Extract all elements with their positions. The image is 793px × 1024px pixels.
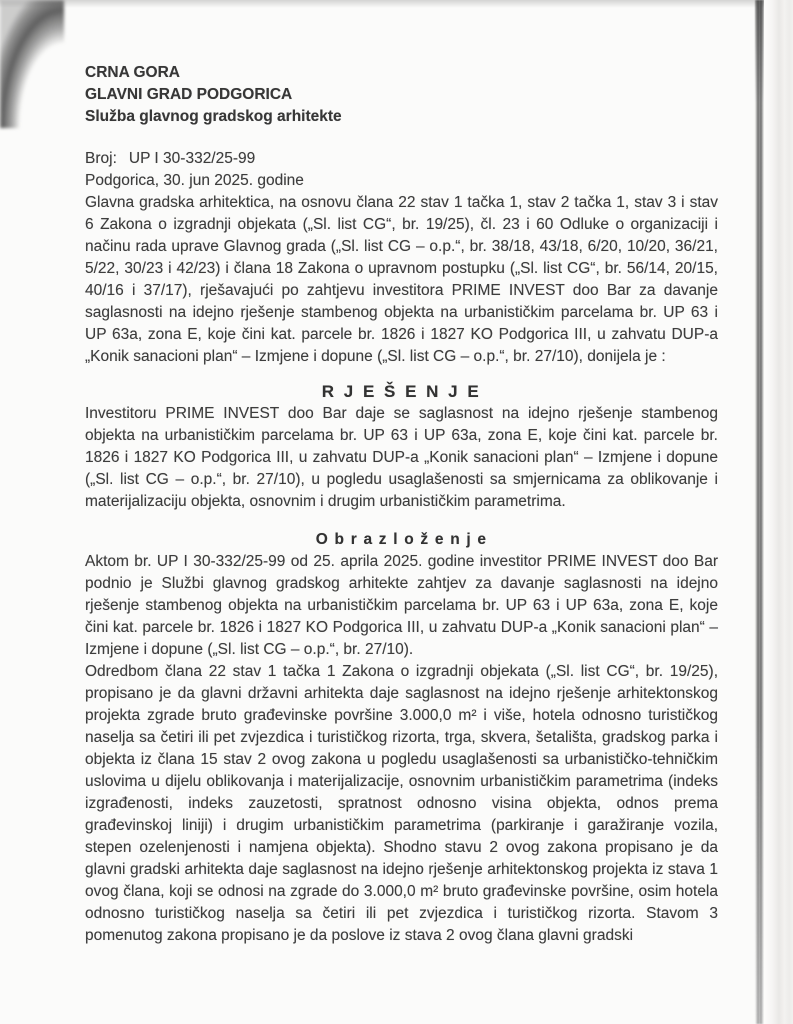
letterhead-city: GLAVNI GRAD PODGORICA [85,86,293,103]
reference-block [85,148,718,192]
decision-paragraph: Investitoru PRIME INVEST doo Bar daje se saglasnost na idejno rješenje stambenog objekta na urbanističkim parcelama br. UP 63 i UP 63a, zona E, koje čini kat. parcele br. 1826 i 1827 KO Podgorica III, u zahvatu DUP-a „Konik sanacioni plan“ – Izmjene i dopune („Sl. list CG – o.p.“, br. 27/10), u pogledu usaglašenosti sa smjernicama za oblikovanje i materijalizaciju objekta, osnovnim i drugim urbanističkim parametrima. [85,405,718,510]
place-date-line: Podgorica, 30. jun 2025. godine [85,172,304,189]
explanation-heading: O b r a z l o ž e n j e [315,531,488,548]
case-number-label: Broj: [85,150,117,167]
letterhead [85,62,718,128]
preamble-paragraph: Glavna gradska arhitektica, na osnovu člana 22 stav 1 tačka 1, stav 2 tačka 1, stav 3 i stav 6 Zakona o izgradnji objekata („Sl. list CG“, br. 19/25), čl. 23 i 60 Odluke o organizaciji i načinu rada uprave Glavnog grada („Sl. list CG – o.p.“, br. 38/18, 43/18, 6/20, 10/20, 36/21, 5/22, 30/23 i 42/23) i člana 18 Zakona o upravnom postupku („Sl. list CG“, br. 56/14, 20/15, 40/16 i 37/17), rješavajući po zahtjevu investitora PRIME INVEST doo Bar za davanje saglasnosti na idejno rješenje stambenog objekta na urbanističkim parcelama br. UP 63 i UP 63a, zona E, koje čini kat. parcele br. 1826 i 1827 KO Podgorica III, u zahvatu DUP-a „Konik sanacioni plan“ – Izmjene i dopune („Sl. list CG – o.p.“, br. 27/10), donijela je : [85,194,718,365]
explanation-paragraph-2: Odredbom člana 22 stav 1 tačka 1 Zakona o izgradnji objekata („Sl. list CG“, br. 19/25), propisano je da glavni državni arhitekta daje saglasnost na idejno rješenje arhitektonskog projekta zgrade bruto građevinske površine 3.000,0 m² i više, hotela odnosno turističkog naselja sa četiri ili pet zvjezdica i turističkog rizorta, trga, skvera, šetališta, gradskog parka i objekta iz člana 15 stav 2 ovog zakona u pogledu usaglašenosti sa urbanističko-tehničkim uslovima u dijelu oblikovanja i materijalizacije, osnovnim urbanističkim parametrima (indeks izgrađenosti, indeks zauzetosti, spratnost odnosno visina objekta, odnos prema građevinskoj liniji) i drugim urbanističkim parametrima (parkiranje i garažiranje vozila, stepen ozelenjenosti i namjena objekta). Shodno stavu 2 ovog zakona propisano je da glavni gradski arhitekta daje saglasnost na idejno rješenje arhitektonskog projekta iz stava 1 ovog člana, koji se odnosi na zgrade do 3.000,0 m² bruto građevinske površine, osim hotela odnosno turističkog naselja sa četiri ili pet zvjezdica i turističkog rizorta. Stavom 3 pomenutog zakona propisano je da poslove iz stava 2 ovog člana glavni gradski [85,663,718,944]
page-curl-artifact [0,0,64,128]
case-number-value: UP I 30-332/25-99 [128,150,256,167]
explanation-paragraph-1: Aktom br. UP I 30-332/25-99 od 25. aprila 2025. godine investitor PRIME INVEST doo Bar podnio je Službi glavnog gradskog arhitekte zahtjev za davanje saglasnosti na idejno rješenje stambenog objekta na urbanističkim parcelama br. UP 63 i UP 63a, zona E, koje čini kat. parcele br. 1826 i 1827 KO Podgorica III, u zahvatu DUP-a „Konik sanacioni plan“ – Izmjene i dopune („Sl. list CG – o.p.“, br. 27/10). [85,553,718,658]
letterhead-country: CRNA GORA [85,64,181,81]
document-body [85,0,718,947]
case-number-line [85,148,718,170]
letterhead-office: Služba glavnog gradskog arhitekte [85,108,342,125]
scan-edge-line [755,0,764,1024]
scan-margin-strip [764,0,793,1024]
decision-title: R J E Š E N J E [321,382,482,401]
